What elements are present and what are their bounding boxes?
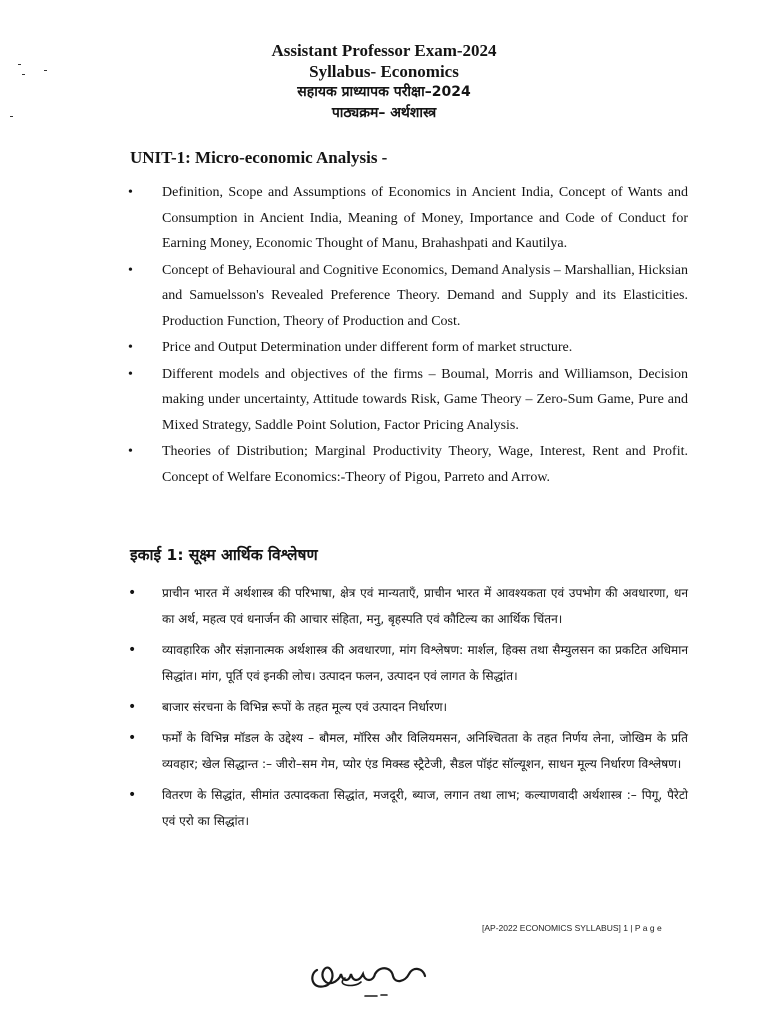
- list-item: • Different models and objectives of the firms – Boumal, Morris and Williamson, Decision making under uncertainty, Attitude towards Risk, Game Theory – Zero-Sum Game, Pure and Mixed Strategy, Saddle Point Solution, Factor Pricing Analysis.: [128, 362, 688, 439]
- syllabus-subject: Syllabus- Economics: [309, 62, 459, 81]
- unit-title: UNIT-1: Micro-economic Analysis -: [130, 148, 388, 167]
- syllabus-subject-hindi: पाठ्यक्रम– अर्थशास्त्र: [331, 105, 437, 121]
- unit-title-hindi: इकाई 1: सूक्ष्म आर्थिक विश्लेषण: [130, 546, 318, 564]
- page-header: [0, 40, 768, 124]
- list-item: • Concept of Behavioural and Cognitive Economics, Demand Analysis – Marshallian, Hicksian and Samuelsson's Revealed Preference Theory. Demand and Supply and its Elasticities. Production Function, Theory of Production and Cost.: [128, 258, 688, 335]
- signature: [305, 952, 445, 1002]
- exam-title-hindi: सहायक प्राध्यापक परीक्षा–2024: [297, 84, 471, 100]
- list-item: • Theories of Distribution; Marginal Productivity Theory, Wage, Interest, Rent and Profit. Concept of Welfare Economics:-Theory of Pigou, Parreto and Arrow.: [128, 439, 688, 490]
- list-item: • Price and Output Determination under different form of market structure.: [128, 335, 688, 361]
- list-item: • फर्मों के विभिन्न मॉडल के उद्देश्य – बौमल, मॉरिस और विलियमसन, अनिश्चितता के तहत निर्णय लेना, जोखिम के प्रति व्यवहार; खेल सिद्धान्त :– जीरो–सम गेम, प्योर एंड मिक्स्ड स्ट्रैटेजी, सैडल पॉइंट सॉल्यूशन, साधन मूल्य निर्धारण विश्लेषण।: [128, 725, 688, 777]
- list-item: • व्यावहारिक और संज्ञानात्मक अर्थशास्त्र की अवधारणा, मांग विश्लेषण: मार्शल, हिक्स तथा सैम्युलसन का प्रकटित अधिमान सिद्धांत। मांग, पूर्ति एवं इनकी लोच। उत्पादन फलन, उत्पादन एवं लागत के सिद्धांत।: [128, 637, 688, 689]
- scan-speck: [10, 116, 13, 117]
- hindi-topic-list: [128, 580, 688, 839]
- scan-speck: [22, 74, 25, 75]
- list-item: • वितरण के सिद्धांत, सीमांत उत्पादकता सिद्धांत, मजदूरी, ब्याज, लगान तथा लाभ; कल्याणवादी अर्थशास्त्र :– पिगू, पैरेटो एवं एरो का सिद्धांत।: [128, 782, 688, 834]
- scan-speck: [44, 70, 47, 71]
- scan-speck: [18, 64, 21, 65]
- english-topic-list: [128, 180, 688, 491]
- exam-title: Assistant Professor Exam-2024: [271, 41, 497, 60]
- list-item: • प्राचीन भारत में अर्थशास्त्र की परिभाषा, क्षेत्र एवं मान्यताएँ, प्राचीन भारत में आवश्यकता एवं उपभोग की अवधारणा, धन का अर्थ, महत्व एवं धनार्जन की आचार संहिता, मनु, बृहस्पति एवं कौटिल्य का आर्थिक चिंतन।: [128, 580, 688, 632]
- list-item: • बाजार संरचना के विभिन्न रूपों के तहत मूल्य एवं उत्पादन निर्धारण।: [128, 694, 688, 720]
- list-item: • Definition, Scope and Assumptions of Economics in Ancient India, Concept of Wants and Consumption in Ancient India, Meaning of Money, Importance and Code of Conduct for Earning Money, Economic Thought of Manu, Brahashpati and Kautilya.: [128, 180, 688, 257]
- page-footer: [AP-2022 ECONOMICS SYLLABUS] 1 | P a g e: [482, 923, 662, 933]
